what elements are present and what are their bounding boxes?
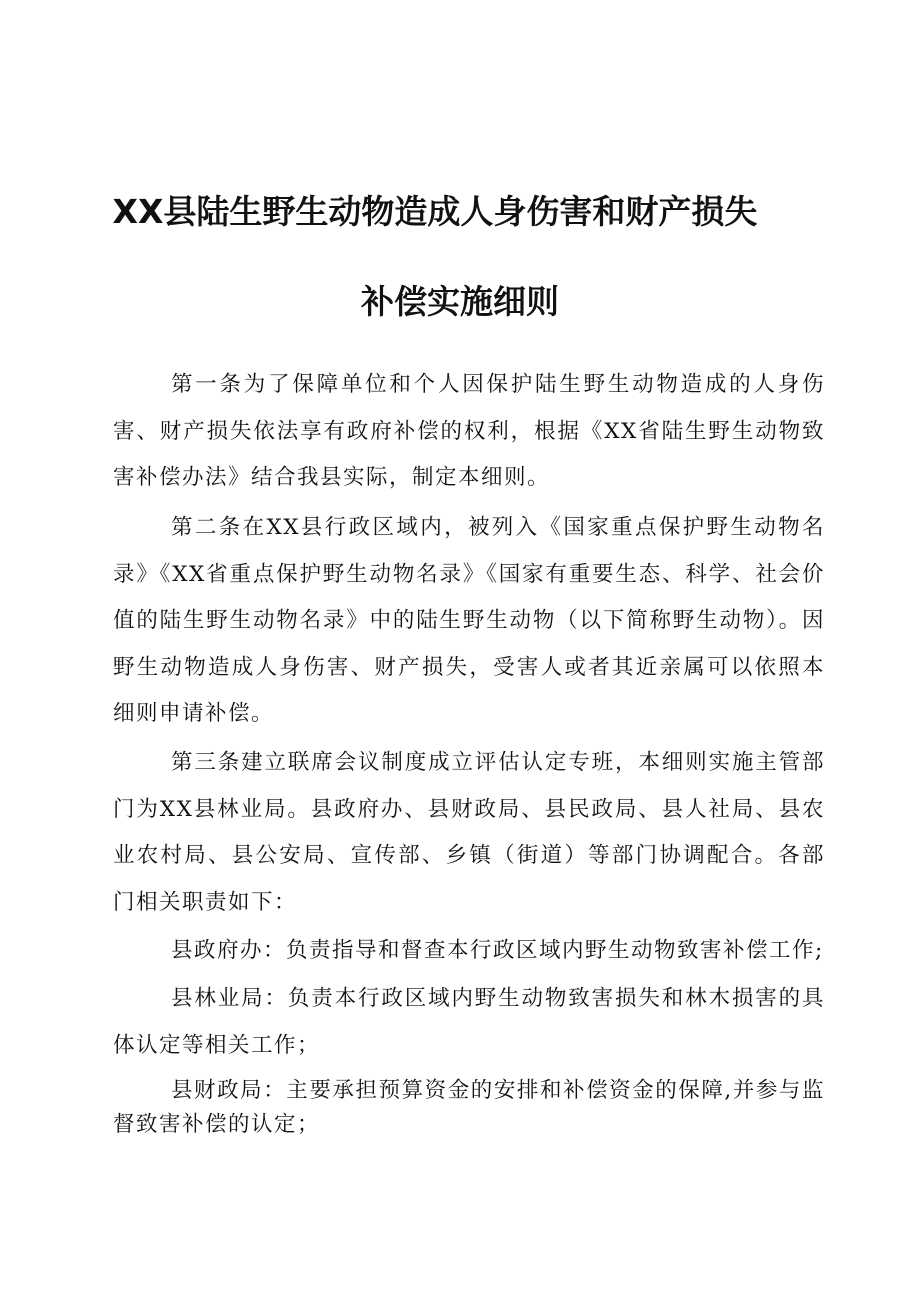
article-3-paragraph: 第三条建立联席会议制度成立评估认定专班，本细则实施主管部门为XX县林业局。县政府办、县财政局、县民政局、县人社局、县农业农村局、县公安局、宣传部、乡镇（街道）等部门协调配合。各部门相关职责如下：	[113, 750, 825, 915]
duty-county-forestry-bureau: 县林业局：负责本行政区域内野生动物致害损失和林木损害的具体认定等相关工作；	[113, 986, 825, 1058]
duty-county-finance-bureau: 县财政局：主要承担预算资金的安排和补偿资金的保障,并参与监督致害补偿的认定；	[113, 1078, 825, 1137]
duty-county-government-office: 县政府办：负责指导和督查本行政区域内野生动物致害补偿工作;	[171, 938, 824, 963]
article-1-paragraph: 第一条为了保障单位和个人因保护陆生野生动物造成的人身伤害、财产损失依法享有政府补偿的权利，根据《XX省陆生野生动物致害补偿办法》结合我县实际，制定本细则。	[113, 372, 825, 490]
article-2-paragraph: 第二条在XX县行政区域内，被列入《国家重点保护野生动物名录》《XX省重点保护野生动物名录》《国家有重要生态、科学、社会价值的陆生野生动物名录》中的陆生野生动物（以下简称野生动物）。因野生动物造成人身伤害、财产损失，受害人或者其近亲属可以依照本细则申请补偿。	[113, 515, 825, 726]
document-title-line-1: XX县陆生野生动物造成人身伤害和财产损失	[112, 192, 758, 231]
document-title-line-2: 补偿实施细则	[361, 282, 559, 321]
